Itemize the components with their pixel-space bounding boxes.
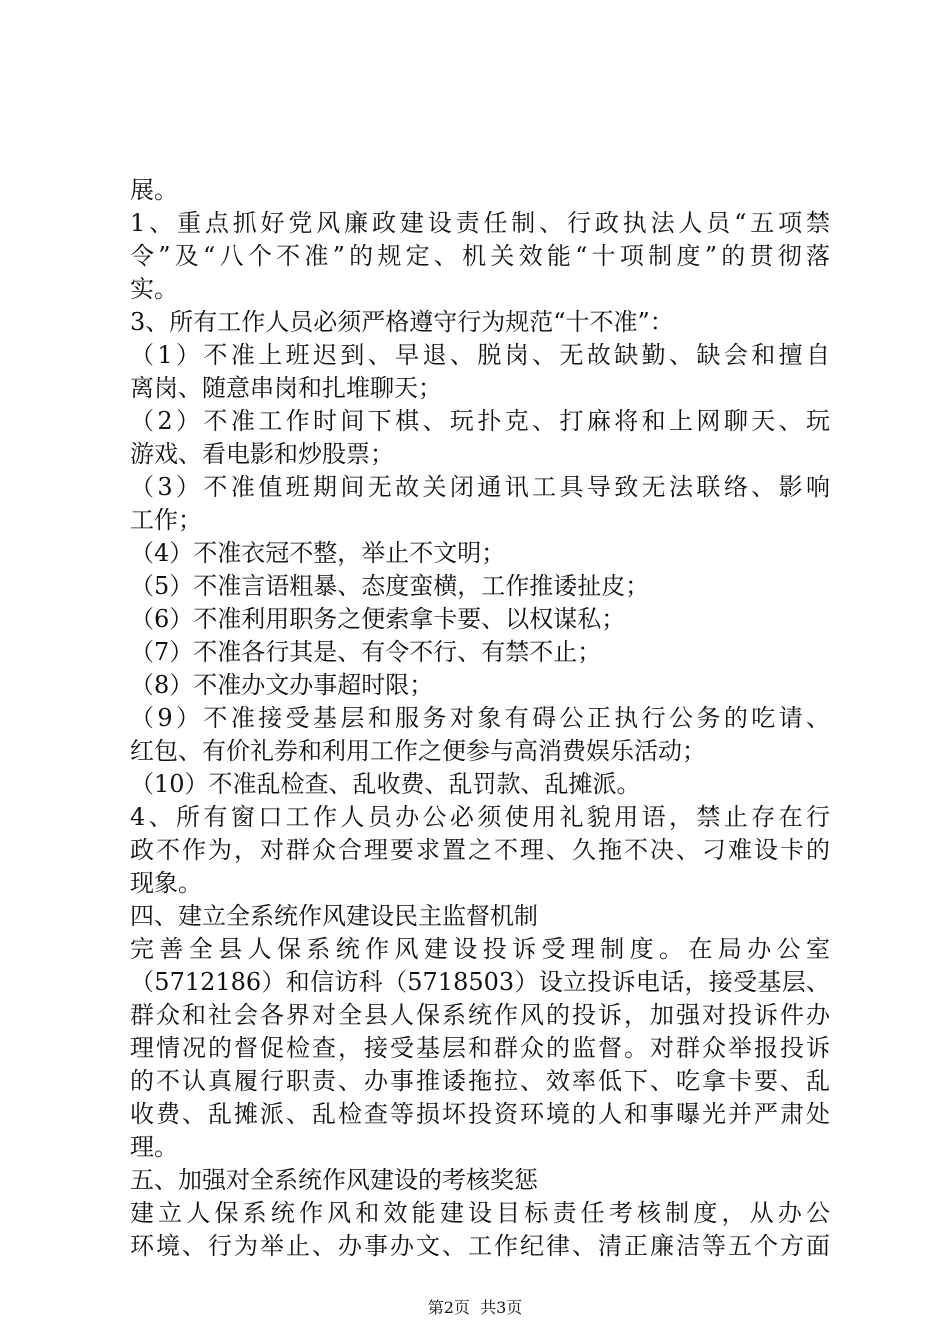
paragraph-line: 的不认真履行职责、办事推诿拖拉、效率低下、吃拿卡要、乱 bbox=[130, 1067, 830, 1095]
paragraph-line: 游戏、看电影和炒股票； bbox=[130, 440, 394, 468]
paragraph-line: （7）不准各行其是、有令不行、有禁不止； bbox=[130, 638, 602, 666]
page-footer: 第2页 共3页 bbox=[427, 1298, 523, 1317]
paragraph-line: （5）不准言语粗暴、态度蛮横，工作推诿扯皮； bbox=[130, 572, 650, 600]
paragraph-line: 展。 bbox=[130, 176, 178, 204]
paragraph-line: 4、所有窗口工作人员办公必须使用礼貌用语，禁止存在行 bbox=[130, 803, 830, 831]
paragraph-line: 工作； bbox=[130, 506, 202, 534]
paragraph-line: （1）不准上班迟到、早退、脱岗、无故缺勤、缺会和擅自 bbox=[130, 341, 830, 369]
paragraph-line: （10）不准乱检查、乱收费、乱罚款、乱摊派。 bbox=[130, 770, 641, 798]
paragraph-line: 3、所有工作人员必须严格遵守行为规范“十不准”： bbox=[130, 308, 674, 336]
paragraph-line: 建立人保系统作风和效能建设目标责任考核制度，从办公 bbox=[130, 1199, 830, 1227]
paragraph-line: （3）不准值班期间无故关闭通讯工具导致无法联络、影响 bbox=[130, 473, 830, 501]
paragraph-line: 1、重点抓好党风廉政建设责任制、行政执法人员“五项禁 bbox=[130, 209, 830, 237]
paragraph-line: 环境、行为举止、办事办文、工作纪律、清正廉洁等五个方面 bbox=[130, 1232, 830, 1260]
paragraph-line: 理情况的督促检查，接受基层和群众的监督。对群众举报投诉 bbox=[130, 1034, 830, 1062]
paragraph-line: 收费、乱摊派、乱检查等损坏投资环境的人和事曝光并严肃处 bbox=[130, 1100, 830, 1128]
paragraph-line: （4）不准衣冠不整，举止不文明； bbox=[130, 539, 506, 567]
paragraph-line: 完善全县人保系统作风建设投诉受理制度。在局办公室 bbox=[130, 935, 830, 963]
paragraph-line: （9）不准接受基层和服务对象有碍公正执行公务的吃请、 bbox=[130, 704, 830, 732]
paragraph-line: （6）不准利用职务之便索拿卡要、以权谋私； bbox=[130, 605, 626, 633]
paragraph-line: （2）不准工作时间下棋、玩扑克、打麻将和上网聊天、玩 bbox=[130, 407, 830, 435]
paragraph-line: 理。 bbox=[130, 1133, 178, 1161]
paragraph-line: （5712186）和信访科（5718503）设立投诉电话，接受基层、 bbox=[130, 968, 830, 996]
paragraph-line: 现象。 bbox=[130, 869, 202, 897]
section-heading: 四、建立全系统作风建设民主监督机制 bbox=[130, 902, 538, 930]
paragraph-line: 实。 bbox=[130, 275, 178, 303]
paragraph-line: （8）不准办文办事超时限； bbox=[130, 671, 434, 699]
paragraph-line: 政不作为，对群众合理要求置之不理、久拖不决、刁难设卡的 bbox=[130, 836, 830, 864]
paragraph-line: 红包、有价礼券和利用工作之便参与高消费娱乐活动； bbox=[130, 737, 706, 765]
section-heading: 五、加强对全系统作风建设的考核奖惩 bbox=[130, 1166, 538, 1194]
paragraph-line: 群众和社会各界对全县人保系统作风的投诉，加强对投诉件办 bbox=[130, 1001, 830, 1029]
paragraph-line: 离岗、随意串岗和扎堆聊天； bbox=[130, 374, 442, 402]
paragraph-line: 令”及“八个不准”的规定、机关效能“十项制度”的贯彻落 bbox=[130, 242, 830, 270]
